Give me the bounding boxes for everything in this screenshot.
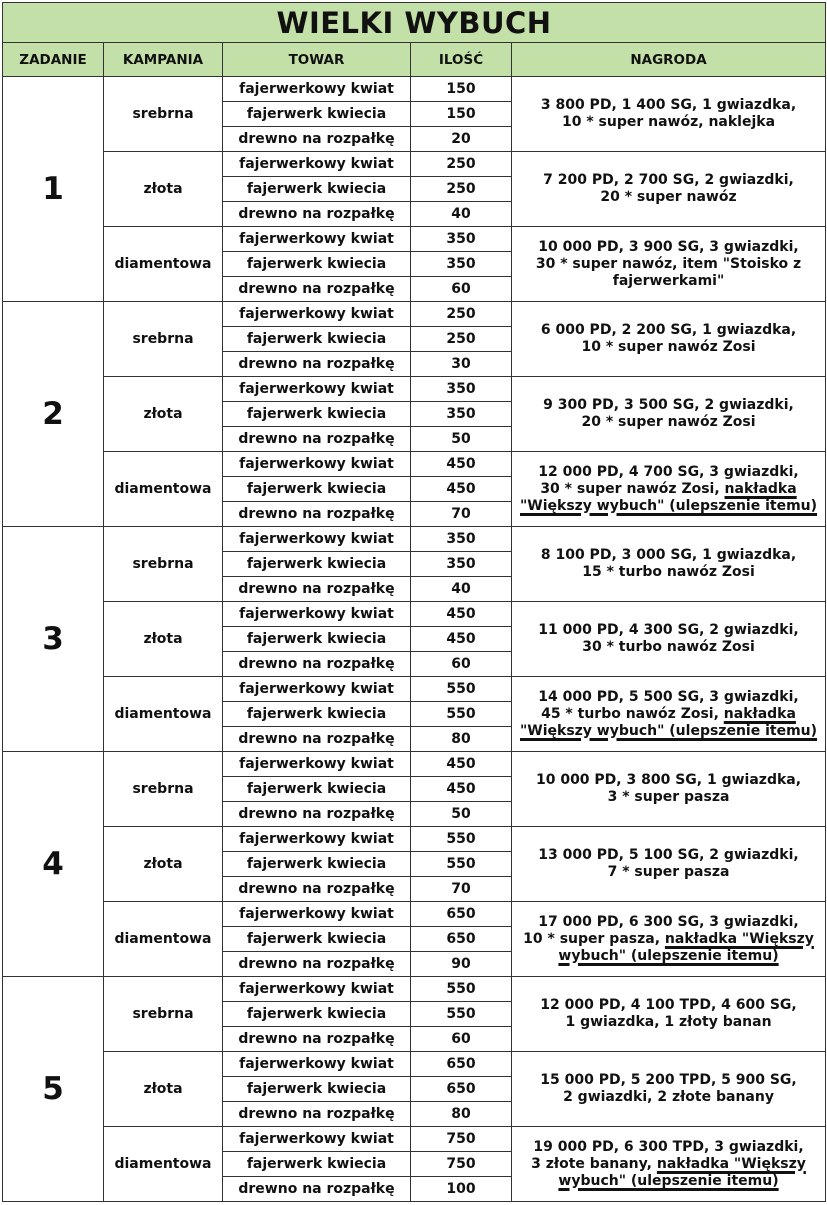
reward-cell — [512, 452, 826, 527]
reward-line — [516, 339, 821, 356]
goods-qty: 40 — [411, 202, 512, 227]
goods-qty: 450 — [411, 602, 512, 627]
table-row — [3, 227, 826, 252]
reward-highlight: wybuch" (ulepszenie itemu) — [558, 947, 779, 964]
goods-qty: 550 — [411, 977, 512, 1002]
reward-cell — [512, 602, 826, 677]
reward-highlight: nakładka "Większy — [656, 1155, 806, 1172]
goods-qty: 350 — [411, 402, 512, 427]
reward-line — [516, 397, 821, 414]
goods-name: drewno na rozpałkę — [223, 502, 411, 527]
campaign-name: srebrna — [104, 752, 223, 827]
campaign-name: srebrna — [104, 527, 223, 602]
goods-qty: 50 — [411, 427, 512, 452]
goods-name: fajerwerk kwiecia — [223, 102, 411, 127]
reward-text: 14 000 PD, 5 500 SG, 3 gwiazdki, — [538, 688, 799, 705]
goods-name: drewno na rozpałkę — [223, 1102, 411, 1127]
table-row — [3, 1052, 826, 1077]
goods-name: drewno na rozpałkę — [223, 952, 411, 977]
reward-line — [516, 273, 821, 290]
goods-qty: 60 — [411, 1027, 512, 1052]
reward-line — [516, 847, 821, 864]
reward-text: fajerwerkami" — [612, 272, 725, 289]
reward-text: 20 * super nawóz — [600, 189, 737, 205]
reward-line — [516, 256, 821, 273]
reward-cell — [512, 302, 826, 377]
goods-name: drewno na rozpałkę — [223, 1177, 411, 1202]
reward-line — [516, 948, 821, 965]
goods-qty: 550 — [411, 827, 512, 852]
reward-line — [516, 172, 821, 189]
task-number: 3 — [3, 527, 104, 752]
goods-name: fajerwerkowy kwiat — [223, 527, 411, 552]
reward-text: 30 * super nawóz Zosi, — [540, 480, 725, 497]
goods-name: fajerwerk kwiecia — [223, 327, 411, 352]
goods-name: fajerwerkowy kwiat — [223, 227, 411, 252]
goods-name: fajerwerk kwiecia — [223, 627, 411, 652]
goods-qty: 450 — [411, 627, 512, 652]
reward-text: 45 * turbo nawóz Zosi, — [541, 705, 724, 722]
goods-name: drewno na rozpałkę — [223, 127, 411, 152]
reward-text: 12 000 PD, 4 700 SG, 3 gwiazdki, — [538, 463, 799, 480]
goods-qty: 450 — [411, 777, 512, 802]
reward-cell — [512, 227, 826, 302]
goods-qty: 250 — [411, 302, 512, 327]
reward-text: 30 * super nawóz, item "Stoisko z — [535, 255, 802, 272]
event-table-sheet — [2, 2, 825, 1202]
goods-qty: 650 — [411, 1077, 512, 1102]
reward-line — [516, 622, 821, 639]
reward-text: 8 100 PD, 3 000 SG, 1 gwiazdka, — [540, 547, 797, 563]
reward-text: 17 000 PD, 6 300 SG, 3 gwiazdki, — [538, 913, 799, 930]
reward-text: 7 * super pasza — [607, 864, 730, 880]
reward-cell — [512, 827, 826, 902]
goods-name: fajerwerkowy kwiat — [223, 977, 411, 1002]
reward-text: 3 * super pasza — [607, 789, 730, 805]
goods-qty: 250 — [411, 327, 512, 352]
reward-line — [516, 914, 821, 931]
table-row — [3, 527, 826, 552]
reward-text: 15 * turbo nawóz Zosi — [582, 564, 755, 580]
reward-cell — [512, 77, 826, 152]
campaign-name: złota — [104, 602, 223, 677]
reward-line — [516, 772, 821, 789]
reward-cell — [512, 977, 826, 1052]
goods-qty: 60 — [411, 277, 512, 302]
reward-line — [516, 464, 821, 481]
goods-qty: 450 — [411, 452, 512, 477]
goods-qty: 750 — [411, 1127, 512, 1152]
reward-text: 2 gwiazdki, 2 złote banany — [563, 1089, 774, 1105]
event-table — [2, 2, 826, 1202]
reward-text: 19 000 PD, 6 300 TPD, 3 gwiazdki, — [533, 1138, 804, 1155]
goods-name: fajerwerkowy kwiat — [223, 377, 411, 402]
campaign-name: srebrna — [104, 302, 223, 377]
reward-text: 9 300 PD, 3 500 SG, 2 gwiazdki, — [543, 397, 794, 413]
reward-line — [516, 239, 821, 256]
reward-line — [516, 689, 821, 706]
reward-text: 12 000 PD, 4 100 TPD, 4 600 SG, — [540, 997, 797, 1013]
reward-text: 15 000 PD, 5 200 TPD, 5 900 SG, — [540, 1072, 797, 1088]
reward-text: 3 800 PD, 1 400 SG, 1 gwiazdka, — [540, 97, 797, 113]
goods-name: fajerwerk kwiecia — [223, 252, 411, 277]
reward-highlight: nakładka "Większy — [664, 930, 814, 947]
header-goods: TOWAR — [223, 43, 411, 77]
goods-qty: 80 — [411, 1102, 512, 1127]
table-row — [3, 677, 826, 702]
reward-cell — [512, 527, 826, 602]
campaign-name: srebrna — [104, 977, 223, 1052]
goods-name: drewno na rozpałkę — [223, 652, 411, 677]
campaign-name: diamentowa — [104, 1127, 223, 1202]
table-row — [3, 77, 826, 102]
table-row — [3, 977, 826, 1002]
goods-qty: 450 — [411, 752, 512, 777]
goods-name: fajerwerkowy kwiat — [223, 827, 411, 852]
task-number: 5 — [3, 977, 104, 1202]
goods-name: fajerwerk kwiecia — [223, 477, 411, 502]
reward-highlight: wybuch" (ulepszenie itemu) — [558, 1172, 779, 1189]
reward-line — [516, 114, 821, 131]
reward-text: 20 * super nawóz Zosi — [581, 414, 756, 430]
reward-line — [516, 498, 821, 515]
goods-name: fajerwerk kwiecia — [223, 1152, 411, 1177]
goods-qty: 50 — [411, 802, 512, 827]
reward-line — [516, 639, 821, 656]
campaign-name: diamentowa — [104, 902, 223, 977]
reward-text: 6 000 PD, 2 200 SG, 1 gwiazdka, — [540, 322, 797, 338]
goods-qty: 350 — [411, 377, 512, 402]
campaign-name: diamentowa — [104, 677, 223, 752]
reward-text: 1 gwiazdka, 1 złoty banan — [565, 1014, 772, 1030]
reward-cell — [512, 902, 826, 977]
reward-line — [516, 997, 821, 1014]
reward-text: 10 000 PD, 3 800 SG, 1 gwiazdka, — [535, 772, 802, 788]
goods-qty: 30 — [411, 352, 512, 377]
reward-line — [516, 1072, 821, 1089]
goods-qty: 20 — [411, 127, 512, 152]
goods-name: drewno na rozpałkę — [223, 277, 411, 302]
table-row — [3, 827, 826, 852]
goods-name: fajerwerkowy kwiat — [223, 902, 411, 927]
goods-qty: 100 — [411, 1177, 512, 1202]
table-row — [3, 902, 826, 927]
goods-qty: 550 — [411, 702, 512, 727]
table-row — [3, 602, 826, 627]
reward-line — [516, 1089, 821, 1106]
goods-qty: 90 — [411, 952, 512, 977]
goods-name: fajerwerk kwiecia — [223, 402, 411, 427]
goods-name: drewno na rozpałkę — [223, 577, 411, 602]
reward-line — [516, 706, 821, 723]
reward-cell — [512, 1127, 826, 1202]
goods-name: fajerwerkowy kwiat — [223, 152, 411, 177]
goods-name: fajerwerk kwiecia — [223, 552, 411, 577]
reward-line — [516, 864, 821, 881]
goods-name: drewno na rozpałkę — [223, 352, 411, 377]
table-row — [3, 302, 826, 327]
goods-qty: 70 — [411, 877, 512, 902]
table-body — [3, 77, 826, 1202]
goods-qty: 550 — [411, 1002, 512, 1027]
reward-text: 10 * super pasza, — [523, 930, 665, 947]
goods-qty: 80 — [411, 727, 512, 752]
goods-qty: 350 — [411, 252, 512, 277]
goods-qty: 250 — [411, 152, 512, 177]
goods-name: fajerwerkowy kwiat — [223, 677, 411, 702]
reward-text: 10 * super nawóz Zosi — [581, 339, 756, 355]
reward-line — [516, 564, 821, 581]
reward-line — [516, 189, 821, 206]
goods-qty: 650 — [411, 902, 512, 927]
reward-text: 11 000 PD, 4 300 SG, 2 gwiazdki, — [538, 622, 799, 638]
reward-cell — [512, 677, 826, 752]
reward-highlight: "Większy wybuch" (ulepszenie itemu) — [519, 497, 818, 514]
goods-qty: 350 — [411, 552, 512, 577]
reward-line — [516, 322, 821, 339]
goods-name: fajerwerkowy kwiat — [223, 1052, 411, 1077]
header-task: ZADANIE — [3, 43, 104, 77]
goods-qty: 150 — [411, 102, 512, 127]
table-row — [3, 377, 826, 402]
table-row — [3, 1127, 826, 1152]
reward-line — [516, 931, 821, 948]
goods-qty: 550 — [411, 852, 512, 877]
reward-highlight: nakładka — [724, 480, 797, 497]
reward-line — [516, 547, 821, 564]
goods-qty: 550 — [411, 677, 512, 702]
reward-text: 7 200 PD, 2 700 SG, 2 gwiazdki, — [543, 172, 794, 188]
goods-qty: 650 — [411, 927, 512, 952]
reward-line — [516, 1173, 821, 1190]
table-row — [3, 152, 826, 177]
goods-qty: 350 — [411, 227, 512, 252]
reward-cell — [512, 1052, 826, 1127]
header-reward: NAGRODA — [512, 43, 826, 77]
table-row — [3, 752, 826, 777]
reward-highlight: "Większy wybuch" (ulepszenie itemu) — [519, 722, 818, 739]
reward-line — [516, 1156, 821, 1173]
reward-text: 10 000 PD, 3 900 SG, 3 gwiazdki, — [538, 238, 799, 255]
goods-name: fajerwerkowy kwiat — [223, 1127, 411, 1152]
reward-line — [516, 481, 821, 498]
goods-qty: 250 — [411, 177, 512, 202]
campaign-name: złota — [104, 377, 223, 452]
goods-name: fajerwerk kwiecia — [223, 777, 411, 802]
goods-name: fajerwerk kwiecia — [223, 852, 411, 877]
campaign-name: srebrna — [104, 77, 223, 152]
header-qty: ILOŚĆ — [411, 43, 512, 77]
reward-text: 13 000 PD, 5 100 SG, 2 gwiazdki, — [538, 847, 799, 863]
reward-text: 10 * super nawóz, naklejka — [562, 114, 776, 130]
goods-name: fajerwerkowy kwiat — [223, 602, 411, 627]
goods-name: fajerwerkowy kwiat — [223, 752, 411, 777]
task-number: 2 — [3, 302, 104, 527]
goods-name: fajerwerk kwiecia — [223, 1077, 411, 1102]
task-number: 1 — [3, 77, 104, 302]
table-title: WIELKI WYBUCH — [3, 3, 826, 43]
reward-highlight: nakładka — [723, 705, 796, 722]
reward-line — [516, 414, 821, 431]
goods-name: drewno na rozpałkę — [223, 802, 411, 827]
goods-name: drewno na rozpałkę — [223, 877, 411, 902]
goods-name: fajerwerkowy kwiat — [223, 77, 411, 102]
reward-line — [516, 789, 821, 806]
goods-name: drewno na rozpałkę — [223, 427, 411, 452]
goods-qty: 40 — [411, 577, 512, 602]
goods-qty: 350 — [411, 527, 512, 552]
goods-qty: 60 — [411, 652, 512, 677]
task-number: 4 — [3, 752, 104, 977]
campaign-name: złota — [104, 1052, 223, 1127]
reward-line — [516, 723, 821, 740]
reward-line — [516, 1014, 821, 1031]
campaign-name: diamentowa — [104, 452, 223, 527]
goods-name: fajerwerk kwiecia — [223, 927, 411, 952]
reward-cell — [512, 752, 826, 827]
reward-line — [516, 97, 821, 114]
goods-qty: 70 — [411, 502, 512, 527]
goods-qty: 450 — [411, 477, 512, 502]
goods-name: drewno na rozpałkę — [223, 202, 411, 227]
goods-qty: 750 — [411, 1152, 512, 1177]
header-campaign: KAMPANIA — [104, 43, 223, 77]
goods-name: fajerwerkowy kwiat — [223, 302, 411, 327]
campaign-name: złota — [104, 827, 223, 902]
goods-name: fajerwerkowy kwiat — [223, 452, 411, 477]
goods-name: drewno na rozpałkę — [223, 1027, 411, 1052]
goods-name: drewno na rozpałkę — [223, 727, 411, 752]
campaign-name: diamentowa — [104, 227, 223, 302]
goods-qty: 150 — [411, 77, 512, 102]
reward-text: 3 złote banany, — [531, 1155, 657, 1172]
goods-name: fajerwerk kwiecia — [223, 177, 411, 202]
reward-line — [516, 1139, 821, 1156]
table-row — [3, 452, 826, 477]
reward-cell — [512, 377, 826, 452]
reward-cell — [512, 152, 826, 227]
goods-name: fajerwerk kwiecia — [223, 1002, 411, 1027]
campaign-name: złota — [104, 152, 223, 227]
reward-text: 30 * turbo nawóz Zosi — [582, 639, 755, 655]
goods-name: fajerwerk kwiecia — [223, 702, 411, 727]
goods-qty: 650 — [411, 1052, 512, 1077]
